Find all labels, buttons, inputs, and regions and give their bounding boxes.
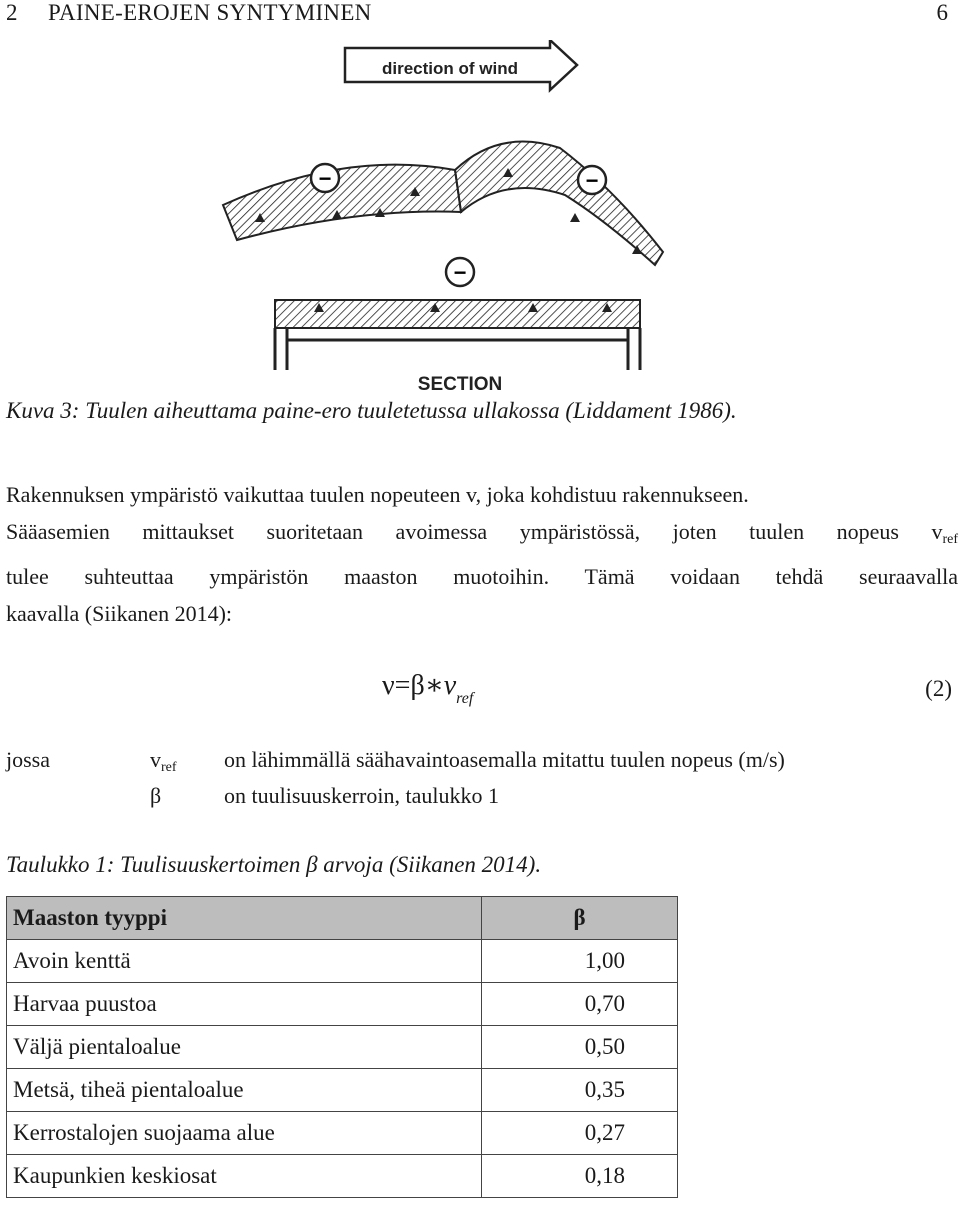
paragraph-line-1: Rakennuksen ympäristö vaikuttaa tuulen nopeuteen v, joka kohdistuu rakennukseen. (6, 482, 749, 507)
equation (382, 668, 473, 708)
definition-text: on lähimmällä säähavaintoasemalla mitattu tuulen nopeus (m/s) (224, 747, 785, 772)
table-row: Kaupunkien keskiosat 0,18 (7, 1155, 678, 1198)
table-row: Väljä pientaloalue 0,50 (7, 1026, 678, 1069)
right-roof-slab (455, 142, 663, 265)
minus-circle-left (311, 164, 339, 192)
table-caption: Taulukko 1: Tuulisuuskertoimen β arvoja (Siikanen 2014). (6, 852, 542, 877)
paragraph-line-3: tulee suhteuttaa ympäristön maaston muotoihin. Tämä voidaan tehdä seuraavalla (6, 564, 958, 589)
left-roof-slab (223, 165, 461, 240)
body-paragraph (6, 476, 958, 632)
equation-number: (2) (925, 676, 952, 701)
table-row: Harvaa puustoa 0,70 (7, 983, 678, 1026)
svg-text:−: − (585, 168, 599, 193)
minus-circle-center (446, 258, 474, 286)
section-label: SECTION (417, 374, 503, 395)
chapter-number: 2 (6, 0, 18, 25)
ref-subscript: ref (942, 532, 958, 547)
header-terrain-type: Maaston tyyppi (7, 897, 482, 940)
table-row: Avoin kenttä 1,00 (7, 940, 678, 983)
table-header-row (7, 897, 678, 940)
figure-caption: Kuva 3: Tuulen aiheuttama paine-ero tuuletetussa ullakossa (Liddament 1986). (6, 398, 737, 423)
header-beta: β (482, 897, 678, 940)
beta-table (6, 896, 678, 1198)
definition-lead: jossa (6, 747, 50, 772)
attic-section-diagram (215, 40, 665, 395)
svg-text:−: − (453, 260, 467, 285)
paragraph-line-4: kaavalla (Siikanen 2014): (6, 601, 233, 626)
equation-subscript: ref (456, 690, 474, 707)
wind-direction-label: direction of wind (382, 59, 518, 78)
definition-symbol: β (150, 783, 162, 808)
minus-circle-right (578, 166, 606, 194)
svg-text:−: − (318, 166, 332, 191)
page-header (6, 0, 948, 26)
equation-lhs: ν=β∗ (382, 670, 444, 701)
definition-text: on tuulisuuskerroin, taulukko 1 (224, 783, 499, 808)
paragraph-line-2: Sääasemien mittaukset suoritetaan avoimessa ympäristössä, joten tuulen nopeus $v_{ref}$ (6, 519, 958, 547)
wind-arrow (345, 40, 577, 90)
chapter-title: PAINE-EROJEN SYNTYMINEN (48, 0, 372, 25)
attic-wind-figure (215, 40, 665, 395)
building-walls (275, 328, 640, 370)
definition-symbol: $v_{ref}$ (150, 747, 177, 775)
table-row: Kerrostalojen suojaama alue 0,27 (7, 1112, 678, 1155)
ceiling-slab (275, 300, 640, 328)
equation-v: v (443, 670, 457, 701)
page-number: 6 (936, 0, 948, 25)
table-row: Metsä, tiheä pientaloalue 0,35 (7, 1069, 678, 1112)
